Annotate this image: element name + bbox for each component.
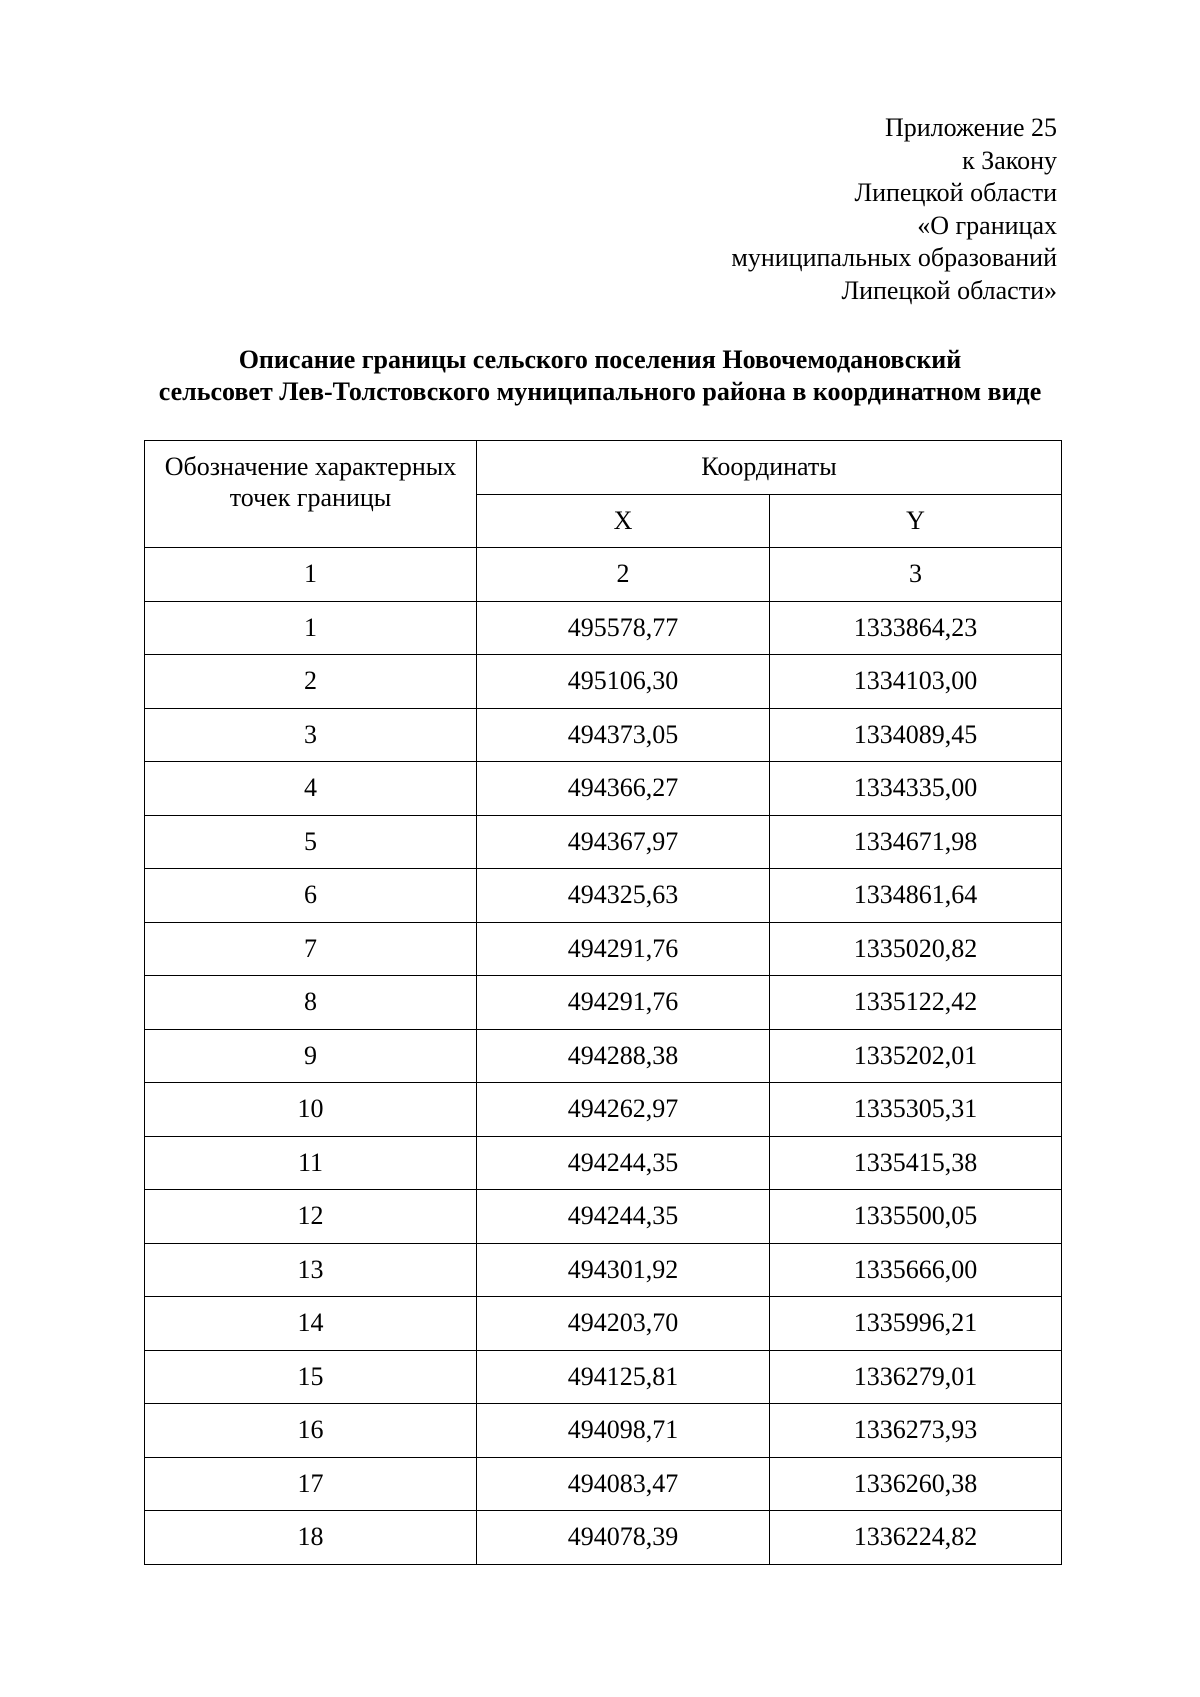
x-coordinate-cell: 494373,05 bbox=[477, 708, 770, 762]
y-coordinate-cell: 1336260,38 bbox=[770, 1457, 1062, 1511]
document-title bbox=[0, 344, 1200, 408]
x-coordinate-cell: 494367,97 bbox=[477, 815, 770, 869]
appendix-note bbox=[731, 112, 1057, 307]
appendix-line: муниципальных образований bbox=[731, 243, 1057, 272]
point-cell: 4 bbox=[145, 762, 477, 816]
x-coordinate-cell: 494325,63 bbox=[477, 869, 770, 923]
point-cell: 11 bbox=[145, 1136, 477, 1190]
y-coordinate-cell: 1336279,01 bbox=[770, 1350, 1062, 1404]
y-coordinate-cell: 1335666,00 bbox=[770, 1243, 1062, 1297]
document-title-line: Описание границы сельского поселения Новочемодановский bbox=[238, 345, 962, 374]
x-coordinate-cell: 495106,30 bbox=[477, 655, 770, 709]
point-cell: 6 bbox=[145, 869, 477, 923]
table-row bbox=[145, 922, 1062, 976]
coordinates-table bbox=[144, 440, 1062, 1565]
y-coordinate-cell: 1335202,01 bbox=[770, 1029, 1062, 1083]
x-coordinate-cell: 494203,70 bbox=[477, 1297, 770, 1351]
y-coordinate-cell: 1336224,82 bbox=[770, 1511, 1062, 1565]
point-cell: 9 bbox=[145, 1029, 477, 1083]
coordinates-table-body bbox=[145, 441, 1062, 1565]
y-coordinate-cell: 1334103,00 bbox=[770, 655, 1062, 709]
point-cell: 7 bbox=[145, 922, 477, 976]
x-coordinate-cell: 494083,47 bbox=[477, 1457, 770, 1511]
y-coordinate-cell: 1334335,00 bbox=[770, 762, 1062, 816]
y-coordinate-cell: 1335500,05 bbox=[770, 1190, 1062, 1244]
table-row bbox=[145, 1511, 1062, 1565]
table-row bbox=[145, 1404, 1062, 1458]
table-row bbox=[145, 869, 1062, 923]
column-number-row bbox=[145, 548, 1062, 602]
column-number-cell: 2 bbox=[477, 548, 770, 602]
point-cell: 3 bbox=[145, 708, 477, 762]
document-title-line: сельсовет Лев-Толстовского муниципального района в координатном виде bbox=[158, 377, 1042, 406]
x-coordinate-cell: 494366,27 bbox=[477, 762, 770, 816]
point-cell: 12 bbox=[145, 1190, 477, 1244]
x-coordinate-cell: 494244,35 bbox=[477, 1190, 770, 1244]
x-coordinate-cell: 494291,76 bbox=[477, 976, 770, 1030]
table-row bbox=[145, 1297, 1062, 1351]
y-coordinate-cell: 1334861,64 bbox=[770, 869, 1062, 923]
table-row bbox=[145, 1029, 1062, 1083]
table-row bbox=[145, 708, 1062, 762]
table-header-row bbox=[145, 441, 1062, 495]
column-number-cell: 3 bbox=[770, 548, 1062, 602]
x-coordinate-cell: 494078,39 bbox=[477, 1511, 770, 1565]
table-row bbox=[145, 1083, 1062, 1137]
point-cell: 5 bbox=[145, 815, 477, 869]
x-coordinate-cell: 494125,81 bbox=[477, 1350, 770, 1404]
x-coordinate-cell: 495578,77 bbox=[477, 601, 770, 655]
x-coordinate-cell: 494288,38 bbox=[477, 1029, 770, 1083]
point-cell: 13 bbox=[145, 1243, 477, 1297]
table-row bbox=[145, 1457, 1062, 1511]
y-coordinate-cell: 1335996,21 bbox=[770, 1297, 1062, 1351]
table-row bbox=[145, 655, 1062, 709]
appendix-line: Липецкой области bbox=[854, 178, 1057, 207]
y-coordinate-cell: 1336273,93 bbox=[770, 1404, 1062, 1458]
point-cell: 15 bbox=[145, 1350, 477, 1404]
y-coordinate-cell: 1334671,98 bbox=[770, 815, 1062, 869]
y-coordinate-cell: 1334089,45 bbox=[770, 708, 1062, 762]
x-coordinate-cell: 494301,92 bbox=[477, 1243, 770, 1297]
table-row bbox=[145, 976, 1062, 1030]
table-row bbox=[145, 1136, 1062, 1190]
x-coordinate-cell: 494262,97 bbox=[477, 1083, 770, 1137]
column-number-cell: 1 bbox=[145, 548, 477, 602]
table-row bbox=[145, 601, 1062, 655]
x-coordinate-cell: 494291,76 bbox=[477, 922, 770, 976]
table-row bbox=[145, 1190, 1062, 1244]
y-coordinate-cell: 1335122,42 bbox=[770, 976, 1062, 1030]
point-cell: 18 bbox=[145, 1511, 477, 1565]
x-coordinate-cell: 494244,35 bbox=[477, 1136, 770, 1190]
table-row bbox=[145, 815, 1062, 869]
table-row bbox=[145, 762, 1062, 816]
y-coordinate-cell: 1335020,82 bbox=[770, 922, 1062, 976]
point-cell: 2 bbox=[145, 655, 477, 709]
point-cell: 14 bbox=[145, 1297, 477, 1351]
point-cell: 1 bbox=[145, 601, 477, 655]
x-column-header: X bbox=[477, 494, 770, 548]
appendix-line: «О границах bbox=[917, 210, 1057, 240]
point-cell: 16 bbox=[145, 1404, 477, 1458]
y-coordinate-cell: 1333864,23 bbox=[770, 601, 1062, 655]
point-cell: 10 bbox=[145, 1083, 477, 1137]
table-row bbox=[145, 1243, 1062, 1297]
appendix-line: к Закону bbox=[962, 145, 1057, 175]
appendix-line: Липецкой области» bbox=[841, 275, 1057, 305]
y-column-header: Y bbox=[770, 494, 1062, 548]
x-coordinate-cell: 494098,71 bbox=[477, 1404, 770, 1458]
point-cell: 17 bbox=[145, 1457, 477, 1511]
y-coordinate-cell: 1335305,31 bbox=[770, 1083, 1062, 1137]
points-column-header: Обозначение характерных точек границы bbox=[145, 441, 477, 548]
y-coordinate-cell: 1335415,38 bbox=[770, 1136, 1062, 1190]
appendix-line: Приложение 25 bbox=[884, 113, 1057, 142]
point-cell: 8 bbox=[145, 976, 477, 1030]
table-row bbox=[145, 1350, 1062, 1404]
coordinates-column-header: Координаты bbox=[477, 441, 1062, 495]
